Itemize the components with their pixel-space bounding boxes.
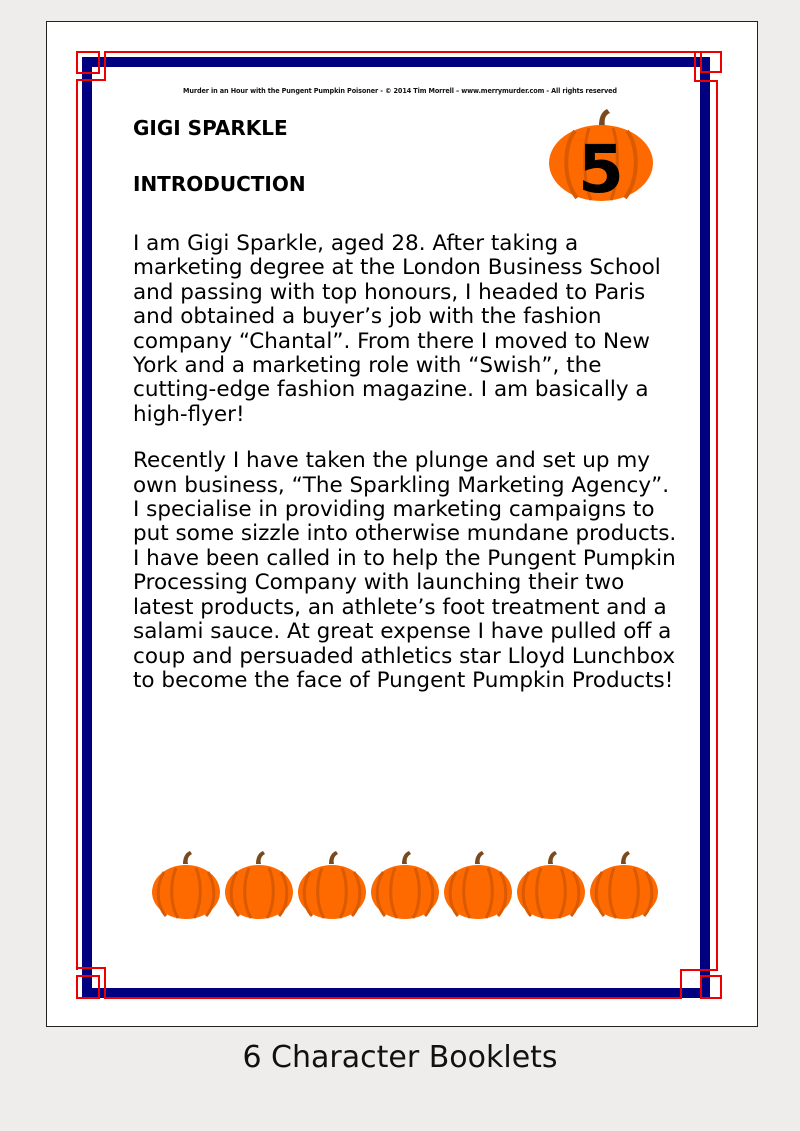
corner-box-bl-b xyxy=(76,967,106,999)
introduction-text xyxy=(133,232,678,693)
paragraph-1: I am Gigi Sparkle, aged 28. After taking a marketing degree at the London Business School and passing with top honours, I headed to Paris and obtained a buyer’s job with the fashion company “Chantal”. From there I moved to New York and a marketing role with “Swish”, the cutting-edge fashion magazine. I am basically a high-flyer! xyxy=(133,231,661,427)
pumpkin-icon xyxy=(442,850,515,920)
character-name: GIGI SPARKLE xyxy=(133,116,288,140)
red-border-right xyxy=(716,82,718,970)
copyright-header: Murder in an Hour with the Pungent Pumpkin Poisoner - © 2014 Tim Morrell – www.merrymurder.com - All rights reserved xyxy=(183,86,617,95)
pumpkin-icon xyxy=(515,850,588,920)
pumpkin-icon xyxy=(369,850,442,920)
red-border-left xyxy=(76,79,78,970)
pumpkin-icon xyxy=(223,850,296,920)
pumpkin-icon xyxy=(296,850,369,920)
red-border-top xyxy=(106,51,700,53)
pumpkin-icon xyxy=(150,850,223,920)
pumpkin-decoration-row xyxy=(150,850,661,920)
pumpkin-icon xyxy=(588,850,661,920)
paragraph-2: Recently I have taken the plunge and set up my own business, “The Sparkling Marketing Agency”. I specialise in providing marketing campaigns to put some sizzle into otherwise mundane products. I have been called in to help the Pungent Pumpkin Processing Company with launching their two latest products, an athlete’s foot treatment and a salami sauce. At great expense I have pulled off a coup and persuaded athletics star Lloyd Lunchbox to become the face of Pungent Pumpkin Products! xyxy=(133,448,677,693)
corner-box-br-b xyxy=(680,969,718,999)
svg-text:5: 5 xyxy=(578,131,624,202)
corner-box-tl-b xyxy=(76,51,106,81)
pumpkin-number-icon xyxy=(545,106,657,202)
section-title: INTRODUCTION xyxy=(133,172,306,196)
corner-box-tr-b xyxy=(694,51,718,82)
caption: 6 Character Booklets xyxy=(242,1040,558,1075)
red-border-bottom xyxy=(104,997,680,999)
